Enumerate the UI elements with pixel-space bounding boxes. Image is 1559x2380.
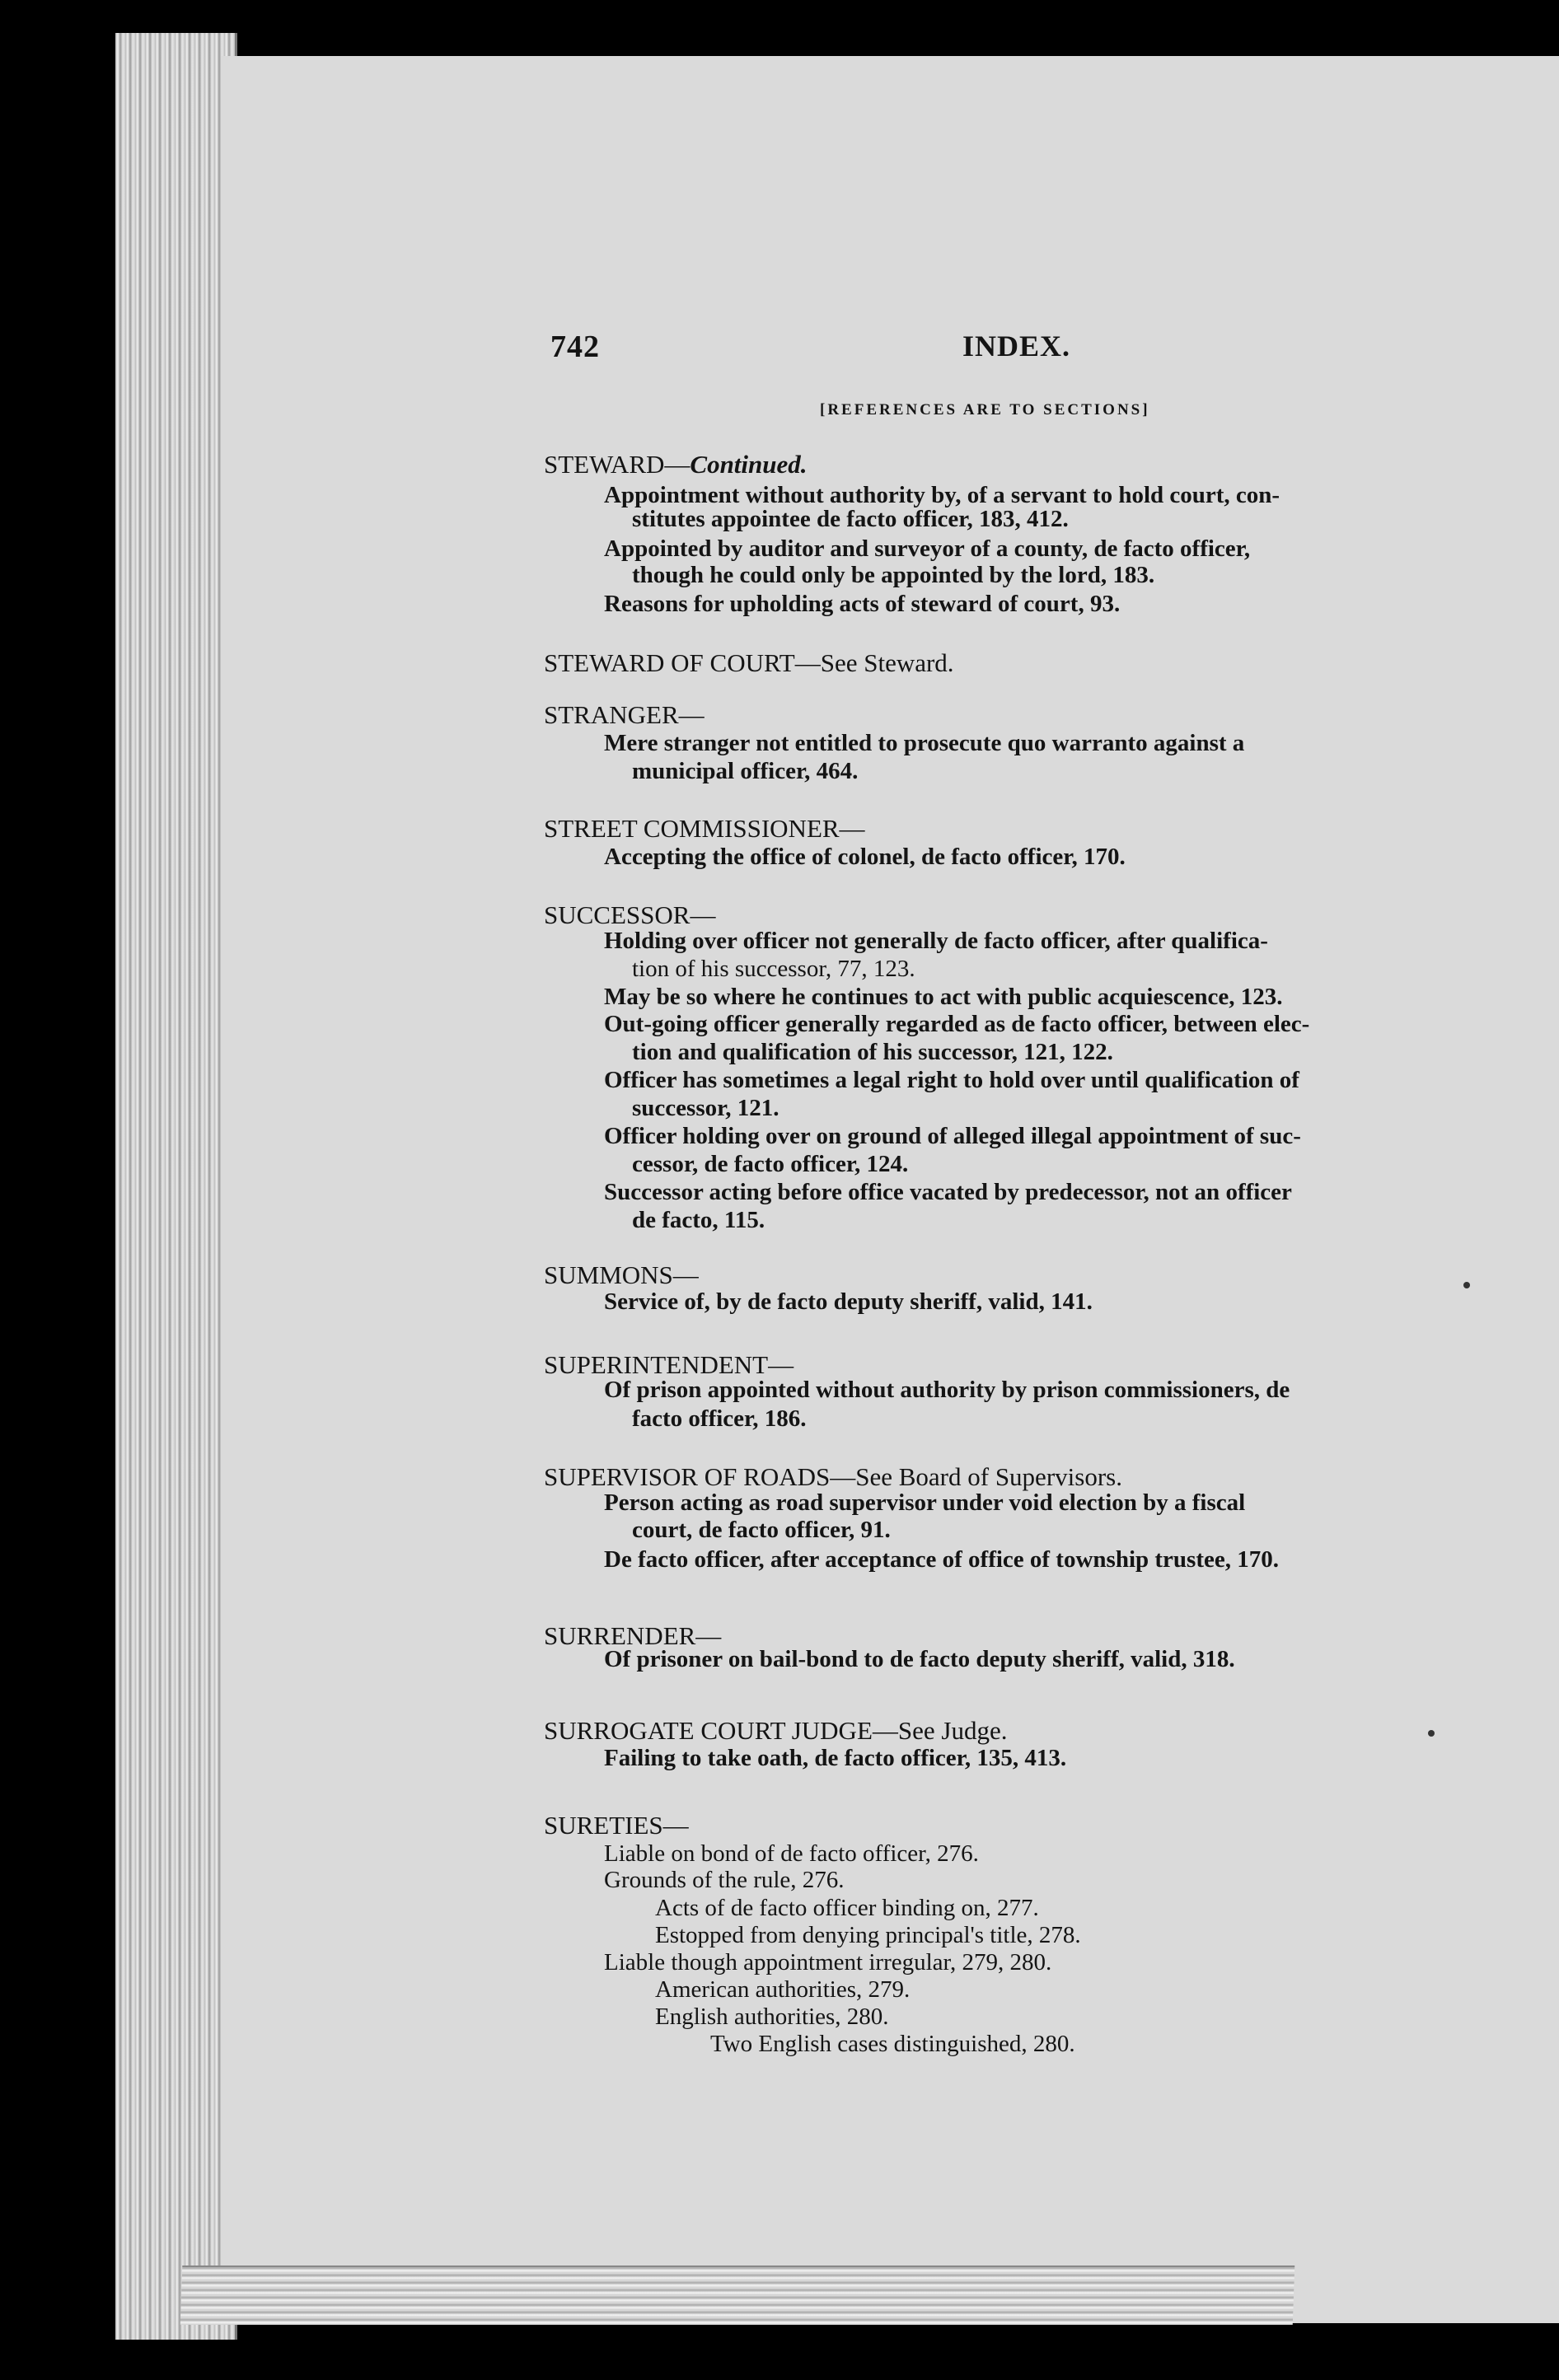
index-line: Holding over officer not generally de facto officer, after qualifica-	[604, 928, 1268, 954]
index-line: stitutes appointee de facto officer, 183, 412.	[632, 506, 1069, 532]
index-heading-steward: STEWARD—Continued.	[544, 450, 808, 479]
index-line: facto officer, 186.	[632, 1405, 807, 1432]
index-line: Of prisoner on bail-bond to de facto deputy sheriff, valid, 318.	[604, 1646, 1235, 1672]
index-line: tion and qualification of his successor, 121, 122.	[632, 1039, 1113, 1065]
index-line: Failing to take oath, de facto officer, 135, 413.	[604, 1745, 1067, 1771]
print-speck	[1463, 1282, 1470, 1288]
index-line: Estopped from denying principal's title, 278.	[655, 1922, 1081, 1948]
index-line: Out-going officer generally regarded as de facto officer, between elec-	[604, 1011, 1310, 1037]
index-heading-surrogate-court-judge: SURROGATE COURT JUDGE—See Judge.	[544, 1716, 1008, 1745]
index-line: Accepting the office of colonel, de facto officer, 170.	[604, 844, 1126, 870]
index-heading-summons: SUMMONS—	[544, 1260, 699, 1289]
index-line: Acts of de facto officer binding on, 277.	[655, 1895, 1039, 1921]
index-heading-stranger: STRANGER—	[544, 700, 705, 729]
index-heading-superintendent: SUPERINTENDENT—	[544, 1350, 794, 1379]
index-line: Mere stranger not entitled to prosecute quo warranto against a	[604, 730, 1245, 756]
index-line: successor, 121.	[632, 1095, 780, 1121]
index-line: Officer holding over on ground of alleged illegal appointment of suc-	[604, 1123, 1301, 1149]
index-line: Person acting as road supervisor under void election by a fiscal	[604, 1489, 1246, 1516]
index-line: Officer has sometimes a legal right to hold over until qualification of	[604, 1067, 1299, 1093]
index-heading-steward-of-court: STEWARD OF COURT—See Steward.	[544, 648, 954, 677]
index-line: Of prison appointed without authority by prison commissioners, de	[604, 1377, 1290, 1403]
index-line: though he could only be appointed by the lord, 183.	[632, 562, 1155, 588]
index-line: court, de facto officer, 91.	[632, 1517, 891, 1543]
index-line: Successor acting before office vacated by predecessor, not an officer	[604, 1179, 1292, 1205]
index-line: Two English cases distinguished, 280.	[710, 2031, 1075, 2057]
index-line: de facto, 115.	[632, 1207, 765, 1233]
index-heading-sureties: SURETIES—	[544, 1811, 689, 1840]
running-title: INDEX.	[962, 330, 1071, 362]
index-line: May be so where he continues to act with public acquiescence, 123.	[604, 984, 1283, 1010]
book-bottom-edge	[180, 2265, 1295, 2325]
index-line: Reasons for upholding acts of steward of court, 93.	[604, 591, 1121, 617]
references-note: [REFERENCES ARE TO SECTIONS]	[820, 401, 1150, 418]
index-line: English authorities, 280.	[655, 2004, 889, 2030]
index-line: municipal officer, 464.	[632, 758, 859, 784]
page-number: 742	[550, 330, 600, 364]
print-speck	[1428, 1730, 1435, 1737]
index-heading-successor: SUCCESSOR—	[544, 900, 716, 929]
index-line: American authorities, 279.	[655, 1976, 911, 2003]
book-fore-edge	[115, 33, 237, 2340]
index-line: Service of, by de facto deputy sheriff, valid, 141.	[604, 1288, 1093, 1315]
index-heading-surrender: SURRENDER—	[544, 1621, 722, 1650]
index-line: Appointment without authority by, of a servant to hold court, con-	[604, 482, 1280, 508]
index-line: tion of his successor, 77, 123.	[632, 956, 915, 982]
index-line: Grounds of the rule, 276.	[604, 1867, 845, 1893]
index-line: Liable though appointment irregular, 279, 280.	[604, 1949, 1052, 1976]
index-heading-street-commissioner: STREET COMMISSIONER—	[544, 814, 865, 843]
index-line: Liable on bond of de facto officer, 276.	[604, 1840, 979, 1867]
index-line: Appointed by auditor and surveyor of a county, de facto officer,	[604, 535, 1251, 562]
index-heading-supervisor-of-roads: SUPERVISOR OF ROADS—See Board of Supervisors.	[544, 1462, 1122, 1491]
index-line: De facto officer, after acceptance of office of township trustee, 170.	[604, 1546, 1279, 1573]
index-line: cessor, de facto officer, 124.	[632, 1151, 909, 1177]
